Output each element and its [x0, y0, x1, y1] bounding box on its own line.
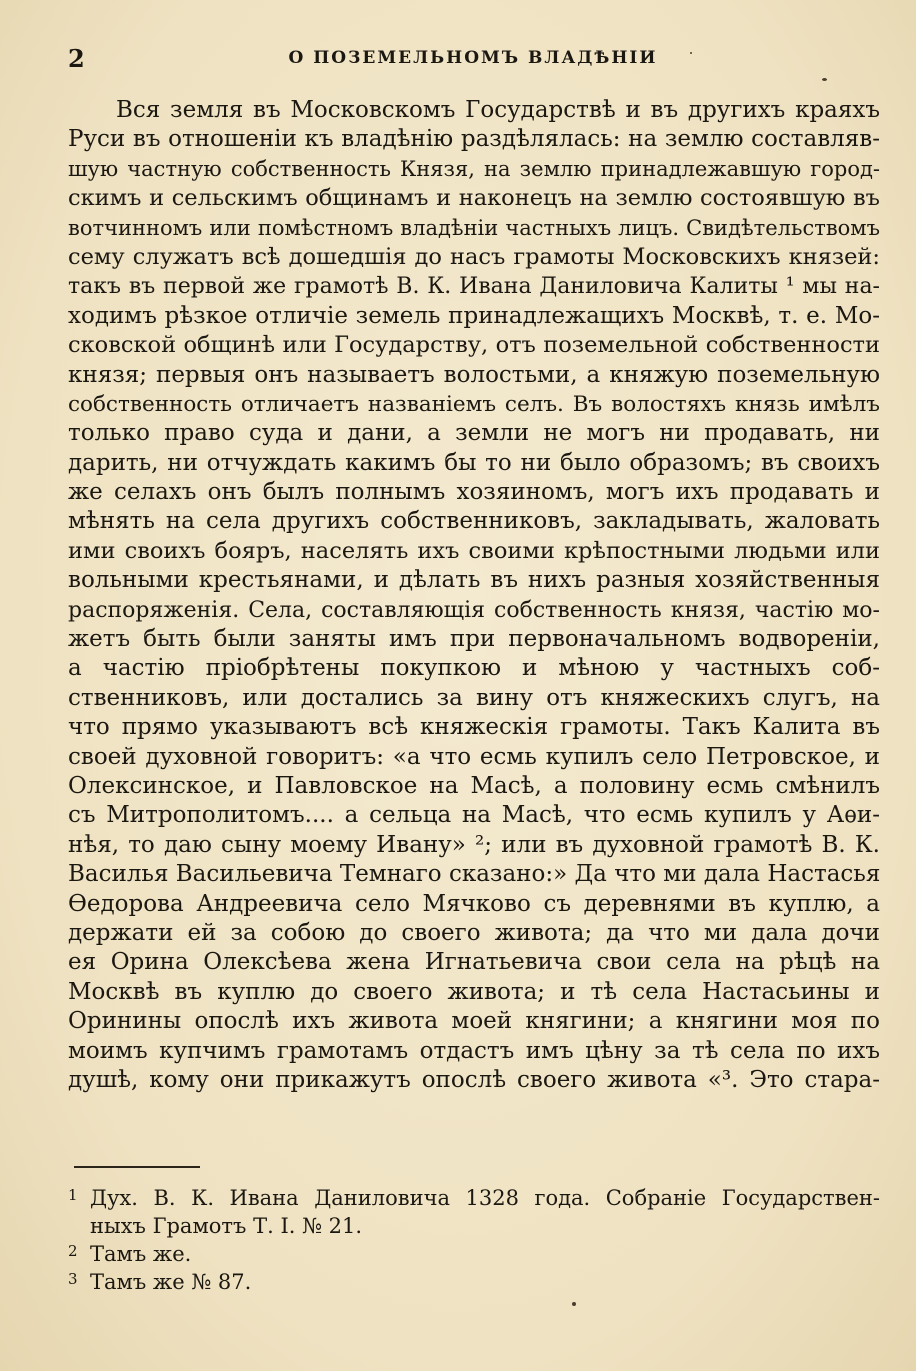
paper-speck: [822, 78, 827, 81]
text-line: жетъ быть были заняты имъ при первоначальномъ водвореніи,: [68, 626, 880, 653]
footnote-2: [68, 1240, 880, 1268]
text-line: же селахъ онъ былъ полнымъ хозяиномъ, могъ ихъ продавать и: [68, 479, 880, 506]
text-line: сему служатъ всѣ дошедшія до насъ грамоты Московскихъ князей:: [68, 243, 880, 270]
text-line: нѣя, то даю сыну моему Ивану» ²; или въ духовной грамотѣ В. К.: [68, 831, 880, 858]
footnote-text: Тамъ же № 87.: [90, 1270, 252, 1294]
footnote-1-line-2: ныхъ Грамотъ Т. I. № 21.: [90, 1214, 363, 1238]
footnote-1-line-1: [68, 1184, 880, 1212]
text-line: держати ей за собою до своего живота; да что ми дала дочи: [68, 919, 880, 946]
footnote-3: [68, 1268, 880, 1296]
text-line: Москвѣ въ куплю до своего живота; и тѣ села Настасьины и: [68, 978, 880, 1005]
text-line: распоряженія. Села, составляющія собственность князя, частію мо-: [68, 597, 880, 623]
text-line: Оринины опослѣ ихъ живота моей княгини; а княгини моя по: [68, 1008, 880, 1035]
footnote-marker: 1: [68, 1186, 78, 1204]
page-number: 2: [68, 44, 85, 73]
text-line: только право суда и дани, а земли не могъ ни продавать, ни: [68, 420, 880, 447]
footnote-divider: [74, 1166, 200, 1168]
text-line: вотчинномъ или помѣстномъ владѣніи частныхъ лицъ. Свидѣтельствомъ: [68, 215, 880, 240]
text-line: собственность отличаетъ названіемъ селъ. Въ волостяхъ князь имѣлъ: [68, 391, 880, 417]
text-line: Руси въ отношеніи къ владѣнію раздѣлялась: на землю составляв-: [68, 126, 880, 153]
text-line: дарить, ни отчуждать какимъ бы то ни было образомъ; въ своихъ: [68, 449, 880, 476]
footnote-text: Дух. В. К. Ивана Даниловича 1328 года. Собраніе Государствен-: [90, 1186, 880, 1210]
text-line: скимъ и сельскимъ общинамъ и наконецъ на землю состоявшую въ: [68, 185, 880, 212]
footnote-marker: 2: [68, 1242, 78, 1260]
text-line: Ѳедорова Андреевича село Мячково съ деревнями въ куплю, а: [68, 890, 880, 917]
footnote-marker: 3: [68, 1270, 78, 1288]
text-line: съ Митрополитомъ.... а сельца на Масѣ, что есмь купилъ у Аѳи-: [68, 802, 880, 829]
paper-speck: [690, 52, 692, 54]
page-header: [68, 44, 878, 74]
text-line: моимъ купчимъ грамотамъ отдастъ имъ цѣну за тѣ села по ихъ: [68, 1037, 880, 1064]
text-line: вольными крестьянами, и дѣлать въ нихъ разныя хозяйственныя: [68, 567, 880, 594]
text-line: такъ въ первой же грамотѣ В. К. Ивана Даниловича Калиты ¹ мы на-: [68, 274, 880, 300]
text-line: ходимъ рѣзкое отличіе земель принадлежащихъ Москвѣ, т. е. Мо-: [68, 302, 880, 329]
text-line: шую частную собственность Князя, на землю принадлежавшую город-: [68, 156, 880, 181]
text-line: мѣнять на села другихъ собственниковъ, закладывать, жаловать: [68, 508, 880, 535]
running-title: О ПОЗЕМЕЛЬНОМЪ ВЛАДѢНІИ: [288, 48, 658, 68]
text-line: ими своихъ бояръ, населять ихъ своими крѣпостными людьми или: [68, 537, 880, 564]
text-line: князя; первыя онъ называетъ волостьми, а княжую поземельную: [68, 361, 880, 388]
text-line: душѣ, кому они прикажутъ опослѣ своего живота «³. Это стара-: [68, 1066, 880, 1093]
footnote-text: Тамъ же.: [90, 1242, 192, 1266]
main-text: [68, 96, 880, 1095]
footnotes: [68, 1184, 880, 1296]
text-line: своей духовной говоритъ: «а что есмь купилъ село Петровское, и: [68, 743, 880, 770]
text-line: ственниковъ, или достались за вину отъ княжескихъ слугъ, на: [68, 684, 880, 711]
text-line: а частію пріобрѣтены покупкою и мѣною у частныхъ соб-: [68, 655, 880, 682]
text-line: что прямо указываютъ всѣ княжескія грамоты. Такъ Калита въ: [68, 714, 880, 741]
text-line: Вся земля въ Московскомъ Государствѣ и въ другихъ краяхъ: [116, 97, 880, 123]
text-line: сковской общинѣ или Государству, отъ поземельной собственности: [68, 332, 880, 359]
text-line: Василья Васильевича Темнаго сказано:» Да что ми дала Настасья: [68, 861, 880, 888]
paper-speck: [572, 1302, 576, 1306]
text-line: Олексинское, и Павловское на Масѣ, а половину есмь смѣнилъ: [68, 772, 880, 799]
text-line: ея Орина Олексѣева жена Игнатьевича свои села на рѣцѣ на: [68, 949, 880, 976]
